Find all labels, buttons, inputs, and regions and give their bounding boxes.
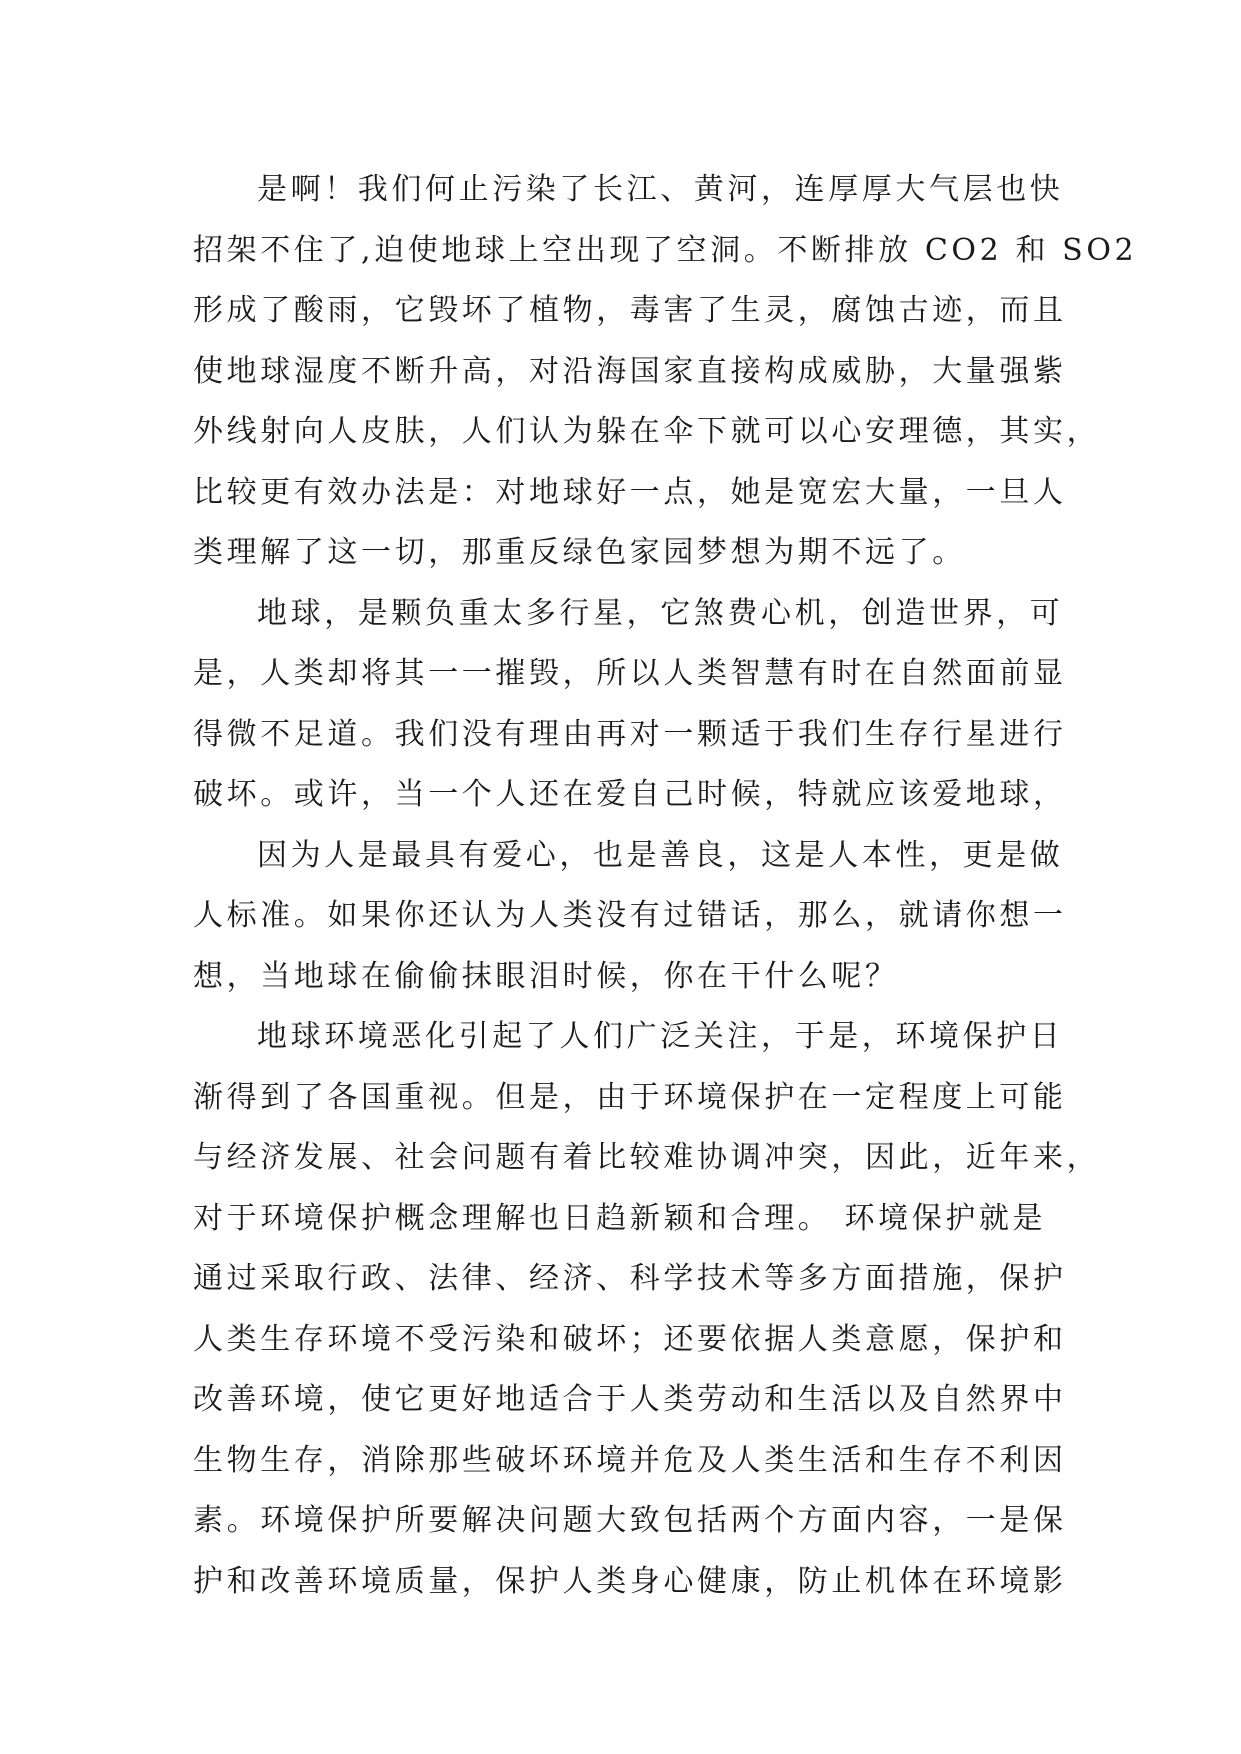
text-line: 破坏。或许，当一个人还在爱自己时候，特就应该爱地球， bbox=[193, 777, 1067, 812]
text-line: 形成了酸雨，它毁坏了植物，毒害了生灵，腐蚀古迹，而且 bbox=[193, 293, 1067, 328]
text-line: 得微不足道。我们没有理由再对一颗适于我们生存行星进行 bbox=[193, 716, 1067, 752]
text-line: 与经济发展、社会问题有着比较难协调冲突，因此，近年来， bbox=[193, 1140, 1101, 1175]
text-line: 地球，是颗负重太多行星，它煞费心机，创造世界，可 bbox=[257, 595, 1064, 631]
text-line: 类理解了这一切，那重反绿色家园梦想为期不远了。 bbox=[193, 535, 966, 570]
text-line: 是，人类却将其一一摧毁，所以人类智慧有时在自然面前显 bbox=[193, 656, 1067, 691]
text-line: 地球环境恶化引起了人们广泛关注，于是，环境保护日 bbox=[257, 1019, 1064, 1054]
text-line: 因为人是最具有爱心，也是善良，这是人本性，更是做 bbox=[257, 837, 1064, 873]
text-line: 人类生存环境不受污染和破坏；还要依据人类意愿，保护和 bbox=[193, 1321, 1067, 1357]
text-line: 对于环境保护概念理解也日趋新颖和合理。 环境保护就是 bbox=[193, 1200, 1047, 1236]
text-line: 使地球湿度不断升高，对沿海国家直接构成威胁，大量强紫 bbox=[193, 353, 1067, 389]
document-body bbox=[193, 160, 1138, 1612]
text-line: 想，当地球在偷偷抹眼泪时候，你在干什么呢？ bbox=[193, 958, 899, 994]
text-line: 改善环境，使它更好地适合于人类劳动和生活以及自然界中 bbox=[193, 1382, 1067, 1417]
text-line: 人标准。如果你还认为人类没有过错话，那么，就请你想一 bbox=[193, 898, 1067, 933]
text-line: 素。环境保护所要解决问题大致包括两个方面内容，一是保 bbox=[193, 1503, 1067, 1538]
text-line: 渐得到了各国重视。但是，由于环境保护在一定程度上可能 bbox=[193, 1079, 1067, 1115]
text-line: 招架不住了,迫使地球上空出现了空洞。不断排放 CO2 和 SO2 bbox=[193, 232, 1138, 268]
text-line: 通过采取行政、法律、经济、科学技术等多方面措施，保护 bbox=[193, 1261, 1067, 1296]
text-line: 生物生存，消除那些破坏环境并危及人类生活和生存不利因 bbox=[193, 1442, 1067, 1478]
text-line: 外线射向人皮肤，人们认为躲在伞下就可以心安理德，其实， bbox=[193, 414, 1101, 449]
text-line: 护和改善环境质量，保护人类身心健康，防止机体在环境影 bbox=[193, 1563, 1067, 1599]
text-line: 是啊！我们何止污染了长江、黄河，连厚厚大气层也快 bbox=[257, 172, 1064, 207]
text-line: 比较更有效办法是：对地球好一点，她是宽宏大量，一旦人 bbox=[193, 474, 1067, 510]
